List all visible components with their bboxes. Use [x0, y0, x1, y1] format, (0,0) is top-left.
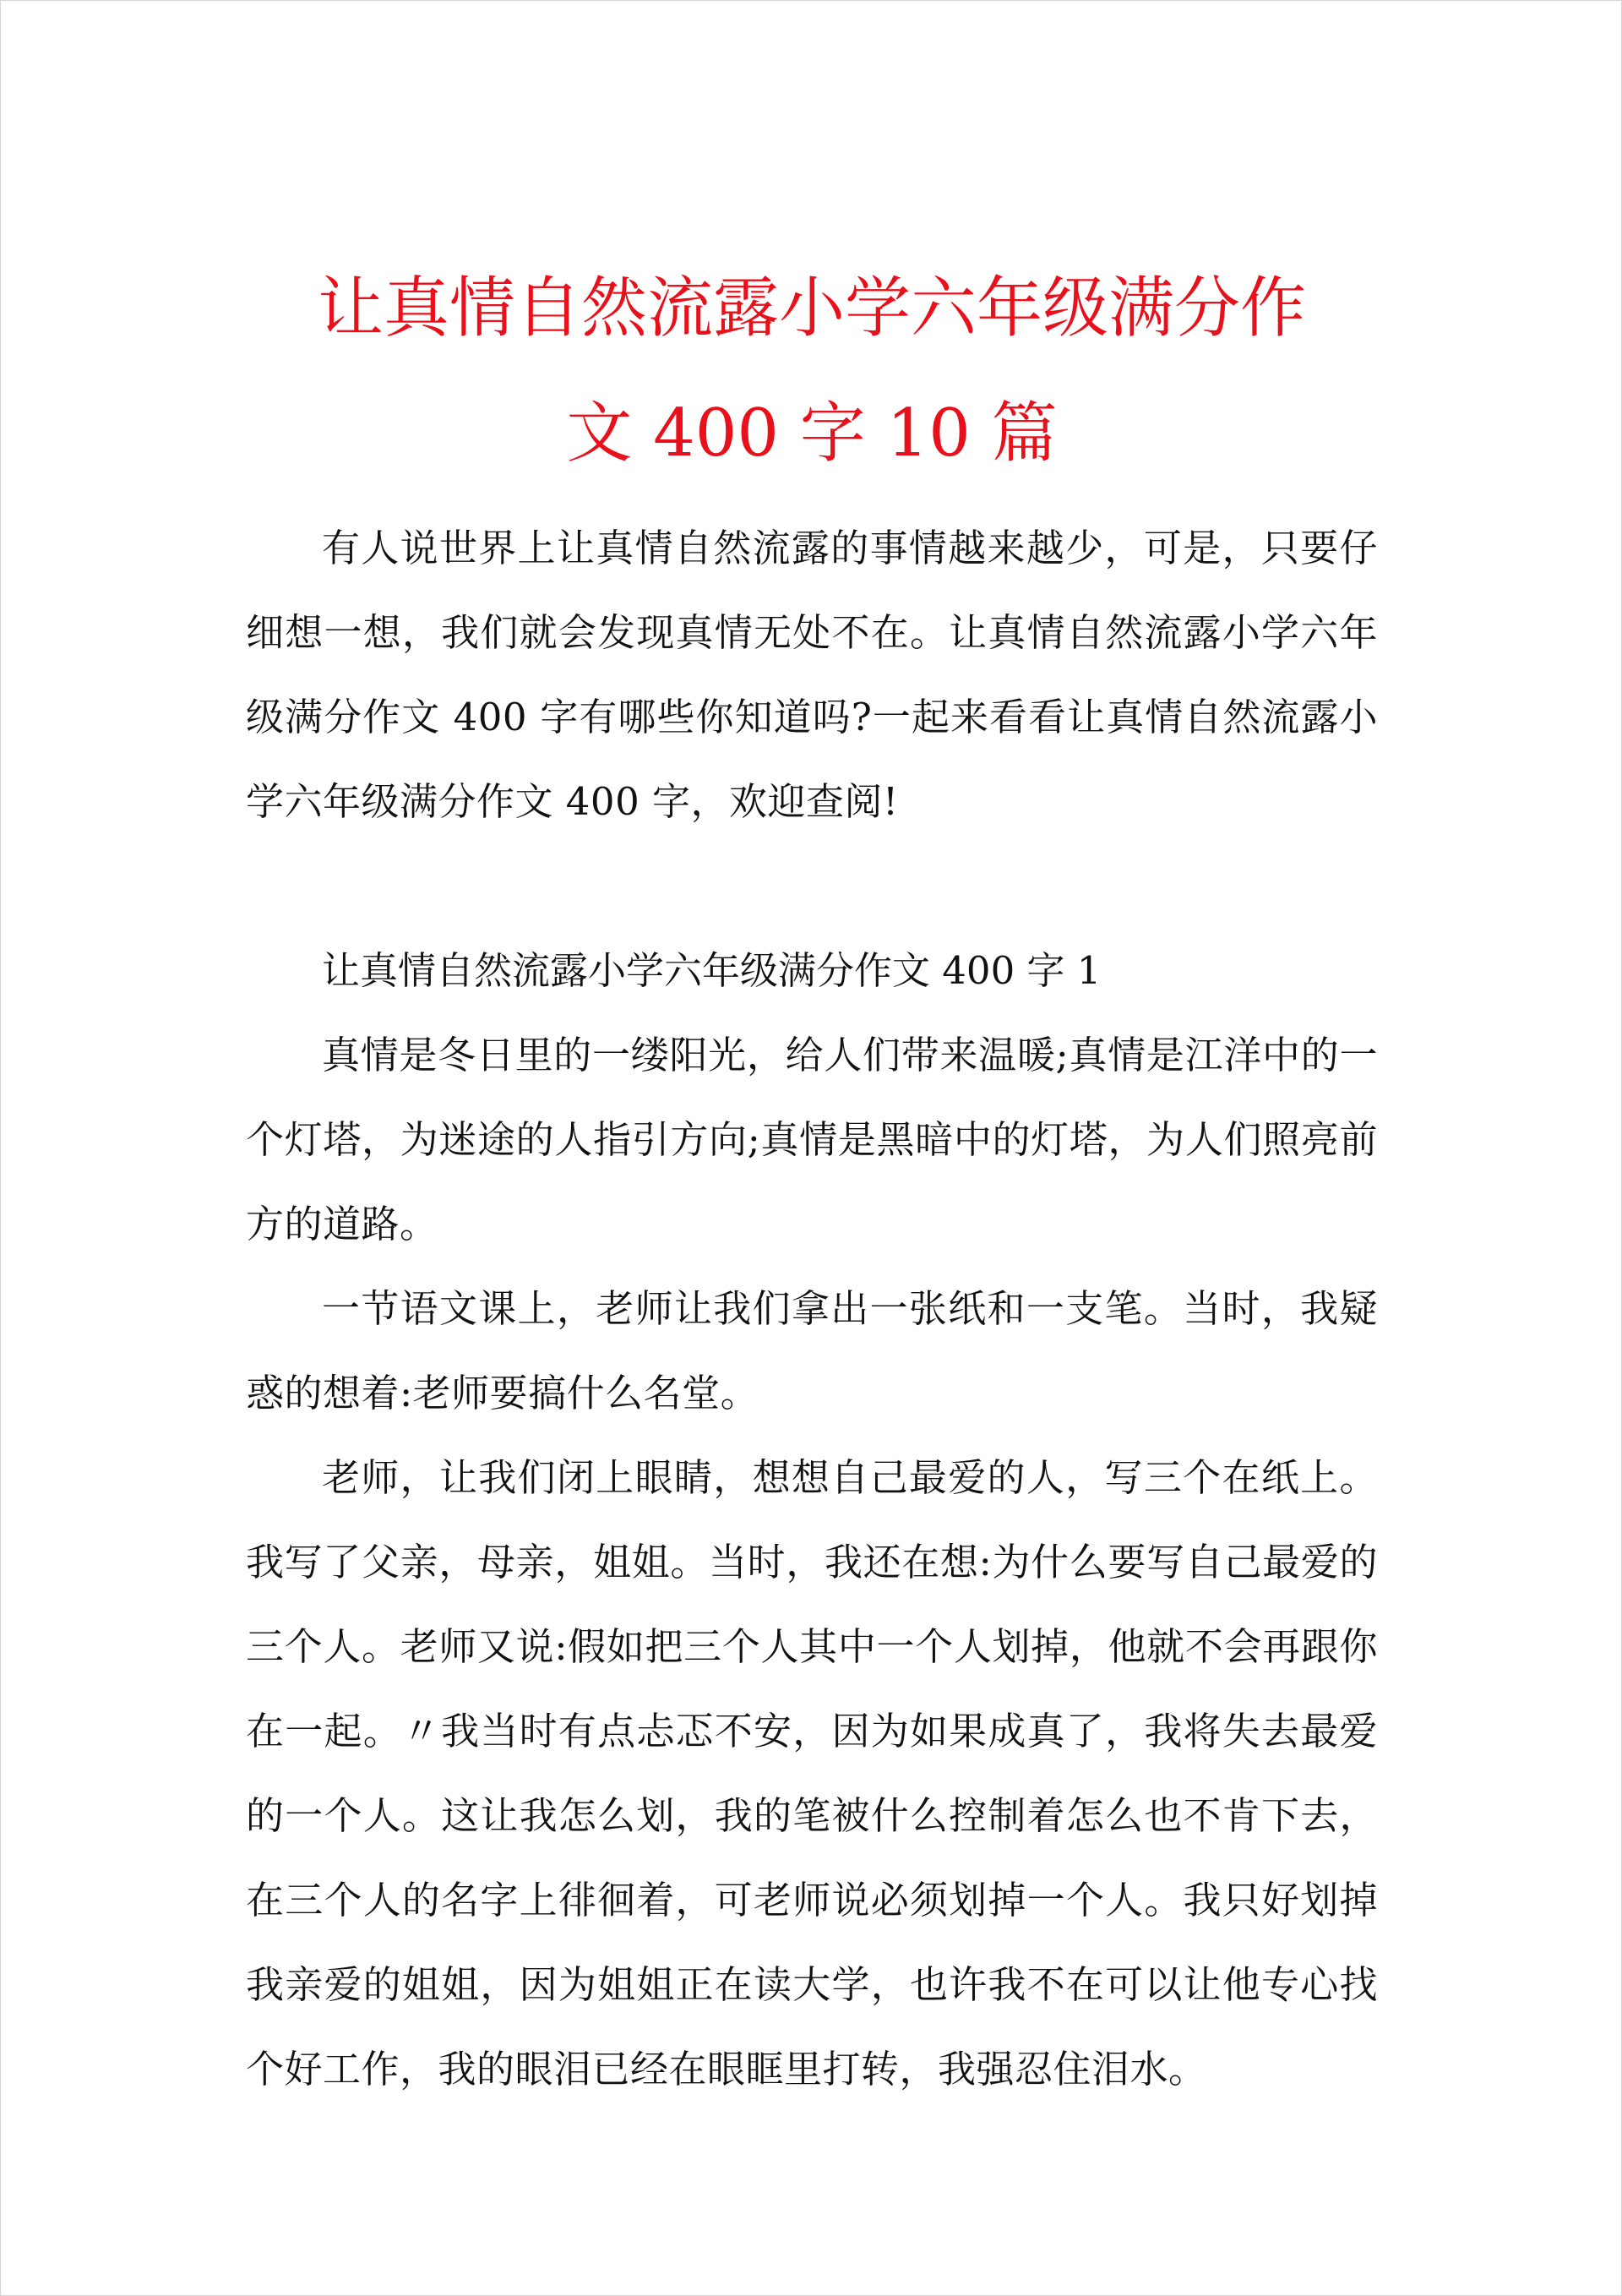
- body-paragraph-2: 一节语文课上，老师让我们拿出一张纸和一支笔。当时，我疑惑的想着:老师要搞什么名堂。: [246, 1286, 1378, 1415]
- title-line-2: 文 400 字 10 篇: [566, 395, 1058, 472]
- section-gap: [246, 844, 1378, 929]
- intro-paragraph: 有人说世界上让真情自然流露的事情越来越少，可是，只要仔细想一想，我们就会发现真情无处不在。让真情自然流露小学六年级满分作文 400 字有哪些你知道吗?一起来看看让真情自然流露小学六年级满分作文 400 字，欢迎查阅!: [246, 526, 1378, 824]
- section-heading: 让真情自然流露小学六年级满分作文 400 字 1: [322, 948, 1102, 993]
- title-line-1: 让真情自然流露小学六年级满分作: [317, 270, 1306, 346]
- body-paragraph-3: 老师，让我们闭上眼睛，想想自己最爱的人，写三个在纸上。我写了父亲，母亲，姐姐。当时，我还在想:为什么要写自己最爱的三个人。老师又说:假如把三个人其中一个人划掉，他就不会再跟你在一起。〃我当时有点忐忑不安，因为如果成真了，我将失去最爱的一个人。这让我怎么划，我的笔被什么控制着怎么也不肯下去，在三个人的名字上徘徊着，可老师说必须划掉一个人。我只好划掉我亲爱的姐姐，因为姐姐正在读大学，也许我不在可以让他专心找个好工作，我的眼泪已经在眼眶里打转，我强忍住泪水。: [246, 1455, 1378, 2091]
- body-paragraph-1: 真情是冬日里的一缕阳光，给人们带来温暖;真情是江洋中的一个灯塔，为迷途的人指引方向;真情是黑暗中的灯塔，为人们照亮前方的道路。: [246, 1033, 1378, 1246]
- document-body: [246, 506, 1378, 2112]
- document-title: [246, 246, 1378, 496]
- document-content: [246, 246, 1378, 2112]
